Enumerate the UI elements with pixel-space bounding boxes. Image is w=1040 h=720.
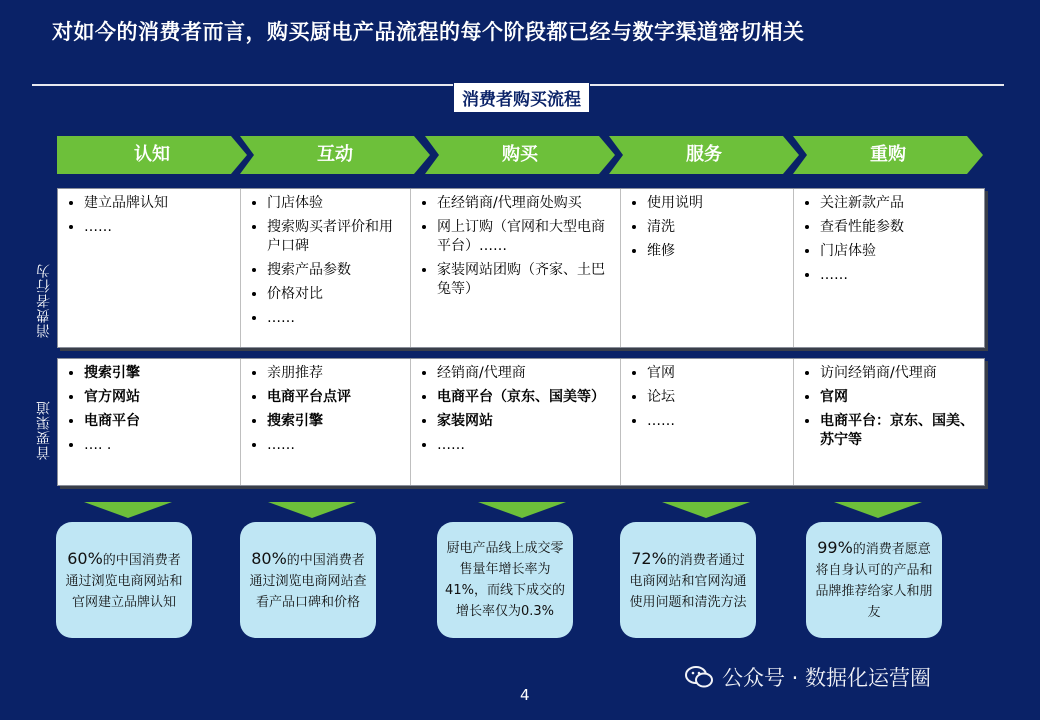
behavior-column <box>411 189 621 347</box>
stage-label: 重购 <box>870 144 906 165</box>
watermark-text: 公众号 · 数据化运营圈 <box>722 666 932 690</box>
behavior-item: • 关注新款产品 <box>820 194 978 213</box>
wechat-icon <box>684 664 714 690</box>
stat-box <box>806 522 942 638</box>
down-arrow-icon <box>834 502 922 518</box>
channels-item: • 搜索引擎 <box>267 412 404 431</box>
row-label-behavior: 消费者行为 <box>36 263 52 338</box>
stat-box <box>56 522 192 638</box>
behavior-item: • 搜索产品参数 <box>267 261 404 280</box>
page-title: 对如今的消费者而言，购买厨电产品流程的每个阶段都已经与数字渠道密切相关 <box>52 20 805 44</box>
stat-box <box>437 522 573 638</box>
channels-item: • 电商平台 <box>84 412 234 431</box>
behavior-item: • 使用说明 <box>647 194 787 213</box>
behavior-item: • 查看性能参数 <box>820 218 978 237</box>
behavior-item: • …… <box>84 218 234 237</box>
stage-chevrons <box>57 136 987 174</box>
stat-number: 72% <box>631 548 667 568</box>
behavior-item: • 门店体验 <box>267 194 404 213</box>
stat-text: 的消费者通过电商网站和官网沟通使用问题和清洗方法 <box>629 552 747 610</box>
channels-item: • 电商平台点评 <box>267 388 404 407</box>
behavior-item: • 搜索购买者评价和用户口碑 <box>267 218 404 256</box>
channels-column <box>58 359 241 485</box>
stage-label: 认知 <box>134 144 170 165</box>
behavior-item: • …… <box>820 266 978 285</box>
channels-column <box>241 359 411 485</box>
stat-number: 60% <box>67 548 103 568</box>
channels-item: • 搜索引擎 <box>84 364 234 383</box>
behavior-column <box>794 189 984 347</box>
stage-chevron <box>609 136 799 174</box>
down-arrow-icon <box>662 502 750 518</box>
behavior-item: • 建立品牌认知 <box>84 194 234 213</box>
channels-item: • …… <box>647 412 787 431</box>
stat-text: 的中国消费者通过浏览电商网站查看产品口碑和价格 <box>249 552 367 610</box>
channels-item: • 论坛 <box>647 388 787 407</box>
stage-chevron <box>793 136 983 174</box>
stage-label: 互动 <box>317 144 353 165</box>
down-arrow-icon <box>84 502 172 518</box>
channels-column <box>794 359 984 485</box>
stage-label: 购买 <box>502 144 538 165</box>
channels-item: • 电商平台：京东、国美、苏宁等 <box>820 412 978 450</box>
stage-chevron <box>57 136 247 174</box>
channels-item: • …… <box>437 436 614 455</box>
behavior-item: • 价格对比 <box>267 285 404 304</box>
stat-text: 的中国消费者通过浏览电商网站和官网建立品牌认知 <box>65 552 183 610</box>
stat-text: 厨电产品线上成交零售量年增长率为41%，而线下成交的增长率仅为0.3% <box>445 541 565 619</box>
stat-number: 99% <box>817 538 853 557</box>
behavior-panel <box>57 188 985 348</box>
behavior-column <box>58 189 241 347</box>
flow-label: 消费者购买流程 <box>453 82 590 113</box>
behavior-item: • 维修 <box>647 242 787 261</box>
behavior-item: • 清洗 <box>647 218 787 237</box>
channels-item: • …… <box>267 436 404 455</box>
behavior-column <box>621 189 794 347</box>
stat-number: 80% <box>251 548 287 568</box>
behavior-item: • 网上订购（官网和大型电商平台）…… <box>437 218 614 256</box>
page-number: 4 <box>520 686 530 704</box>
channels-item: • 电商平台（京东、国美等） <box>437 388 614 407</box>
channels-item: • 访问经销商/代理商 <box>820 364 978 383</box>
channels-item: • 经销商/代理商 <box>437 364 614 383</box>
channels-item: • 亲朋推荐 <box>267 364 404 383</box>
stat-box <box>240 522 376 638</box>
channels-column <box>621 359 794 485</box>
behavior-column <box>241 189 411 347</box>
behavior-item: • 在经销商/代理商处购买 <box>437 194 614 213</box>
behavior-item: • 门店体验 <box>820 242 978 261</box>
channels-item: • 官网 <box>820 388 978 407</box>
down-arrow-icon <box>268 502 356 518</box>
stage-chevron <box>240 136 430 174</box>
stage-chevron <box>425 136 615 174</box>
behavior-item: • 家装网站团购（齐家、土巴兔等） <box>437 261 614 299</box>
channels-item: • 官网 <box>647 364 787 383</box>
channels-column <box>411 359 621 485</box>
channels-panel <box>57 358 985 486</box>
channels-item: • …. . <box>84 436 234 455</box>
down-arrow-icon <box>478 502 566 518</box>
watermark <box>684 662 931 692</box>
channels-item: • 家装网站 <box>437 412 614 431</box>
stat-text: 的消费者愿意将自身认可的产品和品牌推荐给家人和朋友 <box>815 542 933 620</box>
row-label-channels: 首要渠道 <box>36 400 52 460</box>
channels-item: • 官方网站 <box>84 388 234 407</box>
stat-box <box>620 522 756 638</box>
stage-label: 服务 <box>686 144 722 165</box>
behavior-item: • …… <box>267 309 404 328</box>
